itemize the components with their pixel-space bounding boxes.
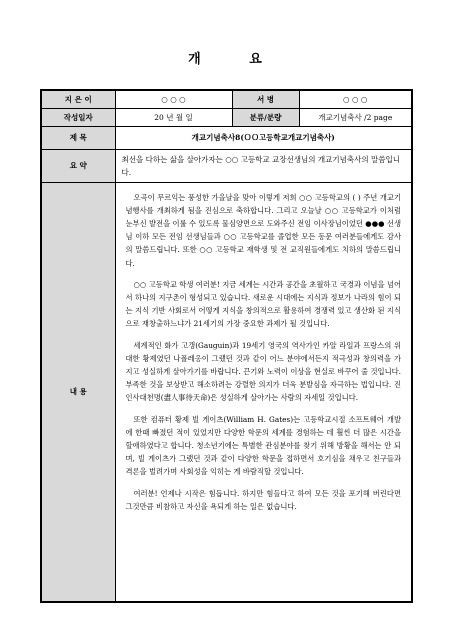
- position-label: 서 병: [232, 90, 299, 108]
- page-title: 개 요: [188, 52, 284, 67]
- subject-label: 제 목: [41, 126, 115, 149]
- summary-label: 요 약: [41, 149, 115, 182]
- content-label: 내 용: [41, 182, 115, 602]
- category-value: 개교기념축사 /2 page: [299, 108, 412, 126]
- content-paragraph: 여러분! 언제나 시작은 힘듭니다. 하지만 힘들다고 하여 모든 것을 포기해 버린다면 그것만큼 비참하고 자신을 욕되게 하는 일은 없습니다.: [125, 488, 401, 511]
- date-value: 20 년 월 일: [115, 108, 232, 126]
- position-value: ○ ○ ○: [299, 90, 412, 108]
- content-paragraph: 오곡이 무르익는 풍성한 가을날을 맞아 이렇게 저희 ○○ 고등학교의 ( ) 주년 개교기념행사를 개최하게 됨을 진심으로 축하합니다. 그리고 오늘날 ○○ 고등학교가 이처럼 눈부신 발전을 이룰 수 있도록 물심양면으로 도와주신 전임 이사장님이었던 ●●● 선생님 이하 모든 전임 선생님들과 ○○ 고등학교를 졸업한 모든 동문 여러분들에게도 감사의 말씀드립니다. 또한 ○○ 고등학교 재학생 및 전 교직원들에게도 치하의 말씀드립니다.: [125, 192, 401, 268]
- subject-value: 개교기념축사8(ＯＯ고등학교개교기념축사): [115, 126, 412, 149]
- date-label: 작성일자: [41, 108, 115, 126]
- content-paragraph: 세계적인 화가 고갱(Gauguin)과 19세기 영국의 역사가인 카알 라일과 프랑스의 위대한 황제였던 나폴레옹이 그랬던 것과 같이 어느 분야에서든지 적극성과 창의력을 가지고 성실하게 살아가기를 바랍니다. 끈기와 노력이 이상을 현실로 바꾸어 줄 것입니다. 부족한 것을 보상받고 해소하려는 강렬한 의지가 더욱 분발심을 자극하는 법입니다. 진인사대천명(盡人事待天命)은 성실하게 살아가는 사람의 자세일 것입니다.: [125, 340, 401, 403]
- content-body: [115, 182, 412, 602]
- summary-value: 최선을 다하는 삶을 살아가자는 ○○ 고등학교 교장선생님의 개교기념축사의 말씀입니다.: [115, 149, 412, 182]
- speaker-label: 지 은 이: [41, 90, 115, 108]
- speaker-value: ○ ○ ○: [115, 90, 232, 108]
- content-paragraph: ○○ 고등학교 학생 여러분! 지금 세계는 시간과 공간을 초월하고 국경과 이념을 넘어서 하나의 지구촌이 형성되고 있습니다. 새로운 시대에는 지식과 정보가 나라의 힘이 되는 지식 기반 사회로서 어떻게 지식을 창의적으로 활용하여 경쟁력 있고 생산화 된 지식으로 재창출하느냐가 21세기의 가장 중요한 과제가 될 것입니다.: [125, 279, 401, 329]
- document-form-table: [40, 89, 413, 603]
- category-label: 분류/분량: [232, 108, 299, 126]
- content-paragraph: 또한 컴퓨터 황제 빌 게이츠(William H. Gates)는 고등학교시절 소프트웨어 개발에 한때 빠졌던 적이 있었지만 다양한 학문의 세계를 경험하는 데 훨씬 더 많은 시간을 할애하였다고 합니다. 청소년기에는 특별한 관심분야를 찾기 위해 방황을 해서는 안 되며, 빌 게이츠가 그랬던 것과 같이 다양한 학문을 접하면서 호기심을 채우고 친구들과 격론을 벌려가며 사회성을 익히는 게 바람직할 것입니다.: [125, 414, 401, 477]
